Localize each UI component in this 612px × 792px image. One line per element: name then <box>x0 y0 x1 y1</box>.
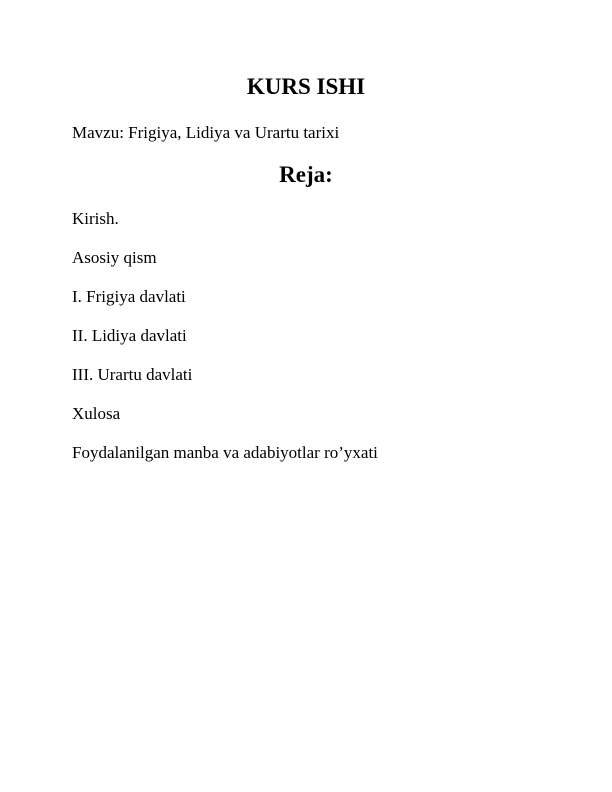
document-subject: Mavzu: Frigiya, Lidiya va Urartu tarixi <box>72 123 340 142</box>
plan-item-phrygia: I. Frigiya davlati <box>72 287 186 306</box>
plan-item-introduction: Kirish. <box>72 209 119 228</box>
plan-item-lydia: II. Lidiya davlati <box>72 326 187 345</box>
plan-heading: Reja: <box>279 162 333 187</box>
plan-item-conclusion: Xulosa <box>72 404 121 423</box>
plan-item-urartu: III. Urartu davlati <box>72 365 193 384</box>
plan-item-references: Foydalanilgan manba va adabiyotlar ro’yxati <box>72 443 378 462</box>
plan-list <box>72 207 378 480</box>
document-title: KURS ISHI <box>246 74 366 99</box>
plan-item-main-part: Asosiy qism <box>72 248 157 267</box>
